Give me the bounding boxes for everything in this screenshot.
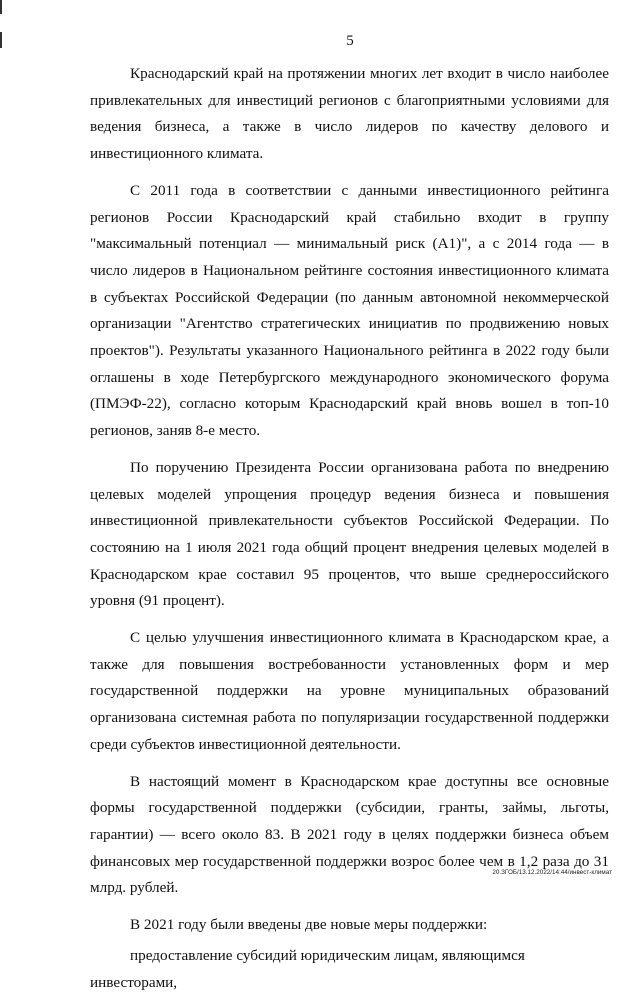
paragraph-investment-attractiveness: Краснодарский край на протяжении многих лет входит в число наиболее привлекательных для инвестиций регионов с благоприятными условиями для ведения бизнеса, а также в число лидеров по качеству делового и инвестиционного климата. <box>90 65 609 163</box>
paragraph-target-models: По поручению Президента России организована работа по внедрению целевых моделей упрощения процедур ведения бизнеса и повышения инвестиционной привлекательности субъектов Российской Федерации. По состоянию на 1 июля 2021 года общий процент внедрения целевых моделей в Краснодарском крае составил 95 процентов, что выше среднероссийского уровня (91 процент). <box>90 458 609 610</box>
paragraph-support-forms: В настоящий момент в Краснодарском крае доступны все основные формы государственной поддержки (субсидии, гранты, займы, льготы, гарантии) — всего около 83. В 2021 году в целях поддержки бизнеса объем финансовых мер государственной поддержки возрос более чем в 1,2 раза до 31 млрд. рублей. <box>90 772 609 897</box>
paragraph-subsidies: предоставление субсидий юридическим лицам, являющимся инвесторами, <box>90 946 525 991</box>
document-body <box>90 61 609 996</box>
document-id-stamp: 20.ЗГОБ/13.12.2022/14:44/инвест-климат <box>492 869 612 876</box>
paragraph-investment-climate: С целью улучшения инвестиционного климата в Краснодарском крае, а также для повышения востребованности установленных форм и мер государственной поддержки на уровне муниципальных образований организована системная работа по популяризации государственной поддержки среди субъектов инвестиционной деятельности. <box>90 629 609 753</box>
page-number: 5 <box>346 33 354 49</box>
paragraph-investment-rating: С 2011 года в соответствии с данными инвестиционного рейтинга регионов России Краснодарский край стабильно входит в группу "максимальный потенциал — минимальный риск (А1)", а с 2014 года — в число лидеров в Национальном рейтинге состояния инвестиционного климата в субъектах Российской Федерации (по данным автономной некоммерческой организации "Агентство стратегических инициатив по продвижению новых проектов"). Результаты указанного Национального рейтинга в 2022 году были оглашены в ходе Петербургского международного экономического форума (ПМЭФ-22), согласно которым Краснодарский край вновь вошел в топ-10 регионов, заняв 8-е место. <box>90 181 609 440</box>
paragraph-new-measures: В 2021 году были введены две новые меры поддержки: <box>130 916 488 934</box>
page-edge-mark <box>0 0 2 14</box>
